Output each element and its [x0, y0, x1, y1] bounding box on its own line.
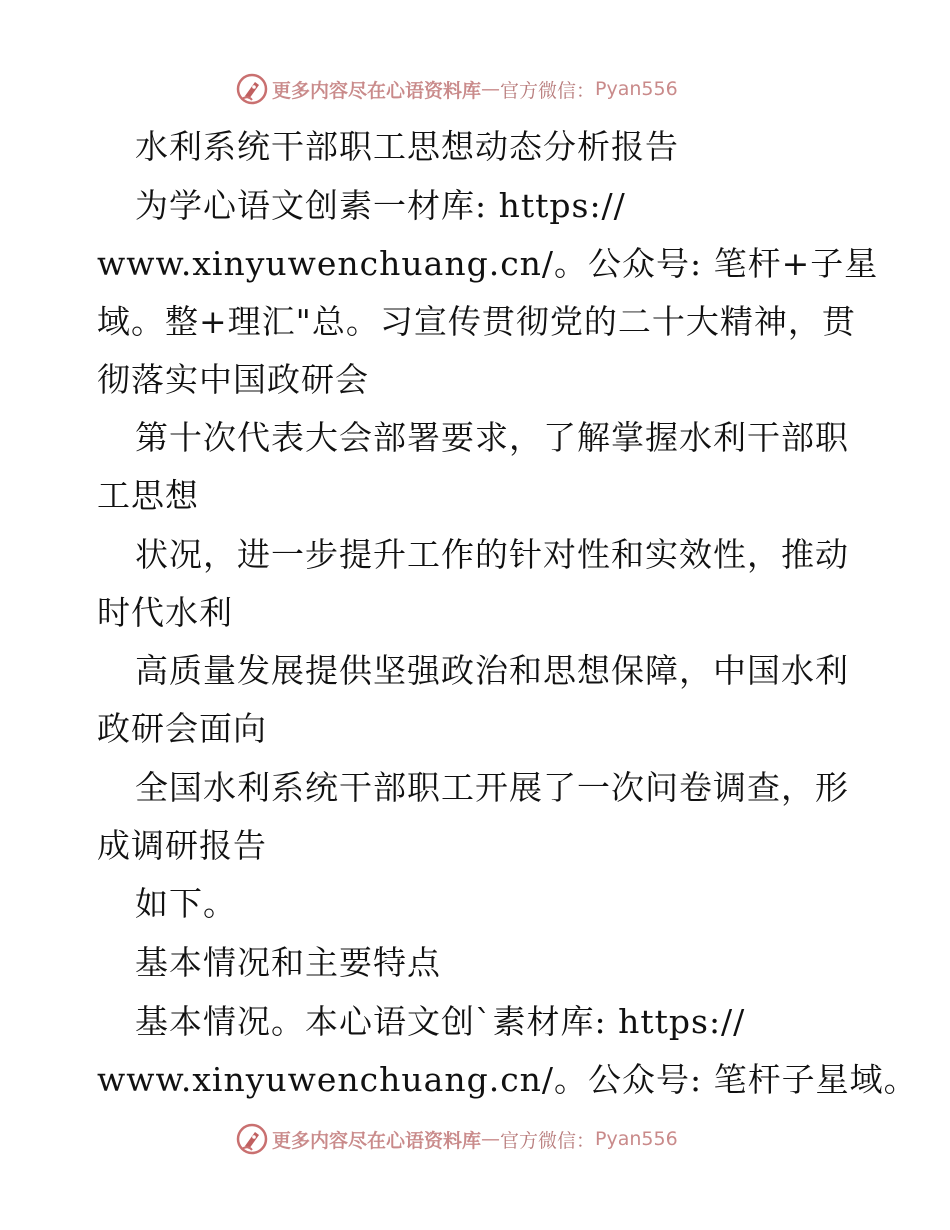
- paragraph-line: 状况，进一步提升工作的针对性和实效性，推动: [135, 535, 849, 574]
- header-watermark-banner: [236, 72, 716, 106]
- pen-nib-logo-icon: [236, 73, 268, 105]
- banner-wechat-id: Pyan556: [595, 78, 678, 100]
- banner-wechat-label: 官方微信：: [500, 79, 596, 102]
- document-title: 水利系统干部职工思想动态分析报告: [135, 127, 679, 166]
- paragraph-line: 基本情况。本心语文创`素材库: https://: [135, 1002, 746, 1041]
- pen-nib-logo-icon: [236, 1123, 268, 1155]
- banner-wechat-label: 官方微信：: [500, 1129, 596, 1152]
- paragraph-line: 工思想: [97, 476, 199, 515]
- paragraph-line: 第十次代表大会部署要求，了解掌握水利干部职: [135, 418, 849, 457]
- paragraph-line: 如下。: [135, 884, 237, 923]
- footer-watermark-banner: [236, 1122, 716, 1156]
- paragraph-line: 为学心语文创素一材库: https://: [135, 186, 626, 225]
- paragraph-line: www.xinyuwenchuang.cn/。公众号: 笔杆子星域。: [97, 1060, 918, 1099]
- paragraph-line: 高质量发展提供坚强政治和思想保障，中国水利: [135, 651, 849, 690]
- paragraph-line: 时代水利: [97, 593, 233, 632]
- banner-separator: —: [481, 78, 501, 100]
- banner-text: 更多内容尽在心语资料库: [272, 1129, 482, 1152]
- banner-wechat-id: Pyan556: [595, 1128, 678, 1150]
- paragraph-line: 成调研报告: [97, 826, 267, 865]
- paragraph-line: 政研会面向: [97, 709, 267, 748]
- paragraph-line: 域。整+理汇"总。习宣传贯彻党的二十大精神，贯: [97, 302, 856, 341]
- banner-separator: —: [481, 1128, 501, 1150]
- paragraph-line: 彻落实中国政研会: [97, 360, 369, 399]
- banner-text: 更多内容尽在心语资料库: [272, 79, 482, 102]
- section-heading: 基本情况和主要特点: [135, 943, 441, 982]
- paragraph-line: 全国水利系统干部职工开展了一次问卷调查，形: [135, 768, 849, 807]
- paragraph-line: www.xinyuwenchuang.cn/。公众号: 笔杆+子星: [97, 244, 879, 283]
